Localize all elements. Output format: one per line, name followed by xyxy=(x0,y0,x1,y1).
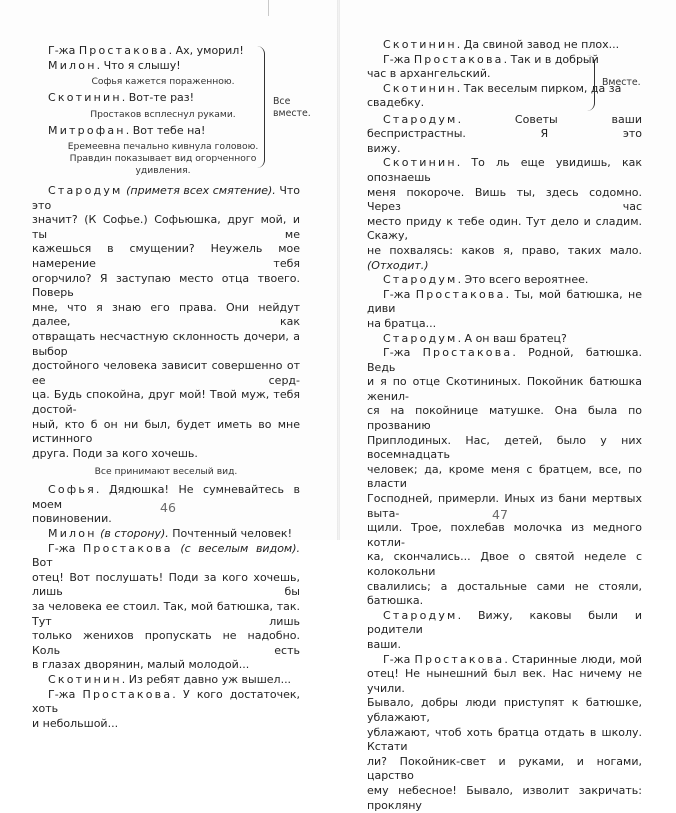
speech-line: ся на покойнице матушке. Она была по прозванию xyxy=(367,404,642,433)
right-brace-label: Вместе. xyxy=(602,76,641,88)
speech-line: меня покороче. Вишь ты, здесь содомно. Через час xyxy=(367,185,642,214)
speech-line: значит? (К Софье.) Софьюшка, друг мой, и ты ме xyxy=(32,213,300,241)
speech-line: ка, скончались... Двое о святой неделе с колокольни xyxy=(367,550,642,578)
speech-line: Господней, примерли. Иных из бани мертвых выта- xyxy=(367,492,642,520)
prostakova-line-1: Г-жа Простакова (с веселым видом). Вот xyxy=(32,541,301,570)
speech-line: за человека ее стоил. Так, мой батюшка, так. Тут лишь xyxy=(32,600,300,628)
right-text xyxy=(367,38,642,813)
skotinin-line: Скотинин. Из ребят давно уж вышел... xyxy=(48,673,292,686)
speech-line: мне, что я знаю его права. Они нейдут далее, как xyxy=(32,300,300,329)
skotinin-speech-1: Скотинин. То ль еще увидишь, как опознаешь xyxy=(367,156,642,184)
speech-line: и небольшой... xyxy=(32,716,119,730)
speech-line: отец! Не нынешний был век. Нас ничему не учили. xyxy=(367,667,642,695)
prostakova-line: Г-жа Простакова. Ты, мой батюшка, не диви xyxy=(367,287,642,316)
skotinin-line: Скотинин. Да свиной завод не плох... xyxy=(383,38,620,51)
speech-line: в глазах дворянин, малый молодой... xyxy=(32,658,250,672)
page-number-left: 46 xyxy=(160,500,176,515)
book-gutter xyxy=(337,0,340,540)
line-mitrofan: Митрофан. Вот тебе на! xyxy=(48,123,206,137)
speech-line: вижу. xyxy=(367,141,401,155)
speech-line: только женихов пропускать не надобно. Коль есть xyxy=(32,629,300,657)
speech-line: место приду к тебе один. Тут дело и сладим. Скажу, xyxy=(367,214,642,243)
starodum-line: Стародум. Это всего вероятнее. xyxy=(383,273,589,287)
line-skotinin: Скотинин. Вот-те раз! xyxy=(48,91,195,105)
sofia-line: Софья. Дядюшка! Не сумневайтесь в моем xyxy=(32,483,300,511)
milon-aside: Милон (в сторону). Почтенный человек! xyxy=(48,527,292,541)
prostakova-chorus: Г-жа Простакова. Так и в добрый xyxy=(383,52,599,66)
speech-line: огорчило? Я заступаю место отца твоего. Поверь xyxy=(32,271,300,300)
speech-line: и я по отце Скотининых. Покойник батюшка женил- xyxy=(367,375,642,403)
page-number-right: 47 xyxy=(492,507,508,522)
starodum-speech xyxy=(32,184,300,731)
right-brace xyxy=(587,55,595,111)
speech-line: не похвалясь: каков я, право, таких мало. (Отходит.) xyxy=(367,243,642,272)
starodum-line: Стародум. А он ваш братец? xyxy=(383,331,567,345)
skotinin-chorus-end: свадебку. xyxy=(367,96,425,110)
left-brace-label: Все вместе. xyxy=(273,96,311,119)
speech-line: ему небесное! Бывало, изволит закричать: прокляну xyxy=(367,783,642,812)
speech-line: щили. Трое, похлебав молочка из медного котли- xyxy=(367,521,642,549)
speech-line: ваши. xyxy=(367,637,401,651)
stage-direction-prostakov: Простаков всплеснул руками. xyxy=(90,108,236,120)
speech-line: отец! Вот послушать! Поди за кого хочешь, лишь бы xyxy=(32,570,300,599)
left-chorus-block xyxy=(48,44,278,177)
stage-direction-pravdin: Правдин показывает вид огорченного удивления. xyxy=(69,153,257,177)
prostakova-line-2: Г-жа Простакова. У кого достаточек, хоть xyxy=(32,687,300,716)
line-milon: Милон. Что я слышу! xyxy=(48,58,181,72)
right-chorus-block xyxy=(367,53,642,113)
speech-line: отвращать несчастную склонность дочери, а выбор xyxy=(32,329,300,358)
speech-line: Бывало, добры люди приступят к батюшке, ублажают, xyxy=(367,696,642,724)
stage-direction-all: Все принимают веселый вид. xyxy=(94,466,238,478)
stage-direction-eremeevna: Еремеевна печально кивнула головою. xyxy=(67,141,259,153)
speech-line: ный, кто б он ни был, будет иметь во мне истинного xyxy=(32,417,300,446)
sofia-line-end: повиновении. xyxy=(32,512,112,526)
speech-line: ли? Покойник-свет и руками, и ногами, царство xyxy=(367,754,642,783)
skotinin-chorus: Скотинин. Так веселым пирком, да за xyxy=(383,81,622,95)
starodum-line: Стародум. Советы ваши беспристрастны. Я это xyxy=(367,112,642,141)
speech-line: ца. Будь спокойна, друг мой! Твой муж, тебя достой- xyxy=(32,388,300,416)
speech-line: кажешься в смущении? Неужель мое намерение тебя xyxy=(32,242,300,270)
stage-direction-sofia: Софья кажется пораженною. xyxy=(91,76,235,88)
prostakova-line: Г-жа Простакова. Родной, батюшка. Ведь xyxy=(367,346,643,374)
prostakova-chorus-end: час в архангельский. xyxy=(367,67,491,81)
speech-line: Приплодиных. Нас, детей, было у них восемнадцать xyxy=(367,433,642,462)
speech-line: человек; да, кроме меня с братцем, все, по власти xyxy=(367,462,642,491)
line-prostakova: Г-жа Простакова. Ах, уморил! xyxy=(48,44,244,57)
top-margin-line xyxy=(268,0,269,16)
speech-line: друга. Поди за кого хочешь. xyxy=(32,446,198,460)
prostakova-line: Г-жа Простакова. Старинные люди, мой xyxy=(383,652,642,666)
left-brace xyxy=(257,46,265,168)
starodum-line: Стародум. Вижу, каковы были и родители xyxy=(367,608,642,637)
speech-line: достойного человека зависит совершенно от ее серд- xyxy=(32,359,300,387)
speech-line: на братца... xyxy=(367,316,437,330)
speech-line: свалились; а достальные сами не стояли, батюшка. xyxy=(367,579,642,608)
starodum-line-1: Стародум (приметя всех смятение). Что это xyxy=(32,184,301,212)
speech-line: ублажают, чтоб хоть братца отдать в школу. Кстати xyxy=(367,725,642,754)
